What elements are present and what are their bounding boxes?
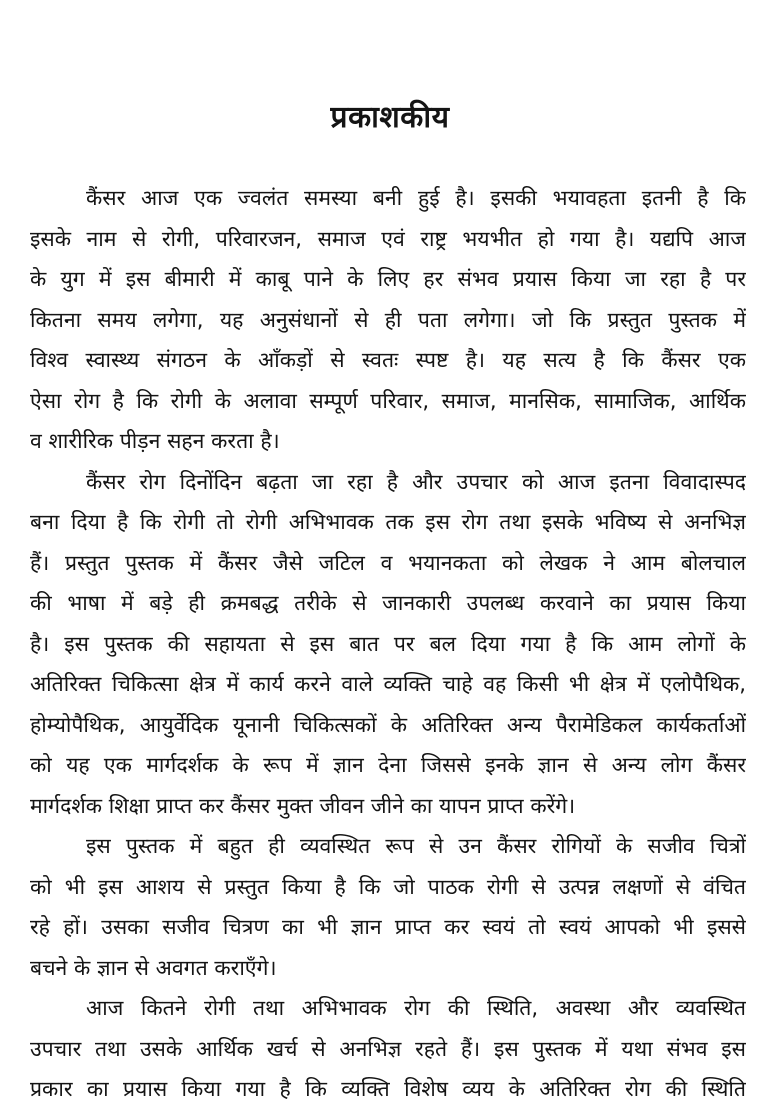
text-line: आज कितने रोगी तथा अभिभावक रोग की स्थिति, अवस्था और व्यवस्थित <box>86 995 746 1020</box>
text-line: इस पुस्तक में बहुत ही व्यवस्थित रूप से उन कैंसर रोगियों के सजीव चित्रों <box>86 833 746 858</box>
text-line: मार्गदर्शक शिक्षा प्राप्त कर कैंसर मुक्त जीवन जीने का यापन प्राप्त करेंगे। <box>30 792 576 818</box>
text-line: बना दिया है कि रोगी तो रोगी अभिभावक तक इस रोग तथा इसके भविष्य से अनभिज्ञ <box>30 509 746 534</box>
text-line: को यह एक मार्गदर्शक के रूप में ज्ञान देना जिससे इनके ज्ञान से अन्य लोग कैंसर <box>30 752 746 777</box>
text-line: ऐसा रोग है कि रोगी के अलावा सम्पूर्ण परिवार, समाज, मानसिक, सामाजिक, आर्थिक <box>30 387 746 413</box>
text-line: है। इस पुस्तक की सहायता से इस बात पर बल दिया गया है कि आम लोगों के <box>30 630 746 656</box>
text-line: के युग में इस बीमारी में काबू पाने के लिए हर संभव प्रयास किया जा रहा है पर <box>30 266 746 291</box>
text-line: उपचार तथा उसके आर्थिक खर्च से अनभिज्ञ रहते हैं। इस पुस्तक में यथा संभव इस <box>30 1035 746 1061</box>
text-line: होम्योपैथिक, आयुर्वेदिक यूनानी चिकित्सकों के अतिरिक्त अन्य पैरामेडिकल कार्यकर्ताओं <box>30 711 746 737</box>
text-line: अतिरिक्त चिकित्सा क्षेत्र में कार्य करने वाले व्यक्ति चाहे वह किसी भी क्षेत्र में एलोपैथिक, <box>30 671 746 696</box>
text-line: व शारीरिक पीड़न सहन करता है। <box>30 428 280 453</box>
body-text <box>30 178 746 1110</box>
text-line: कैंसर रोग दिनोंदिन बढ़ता जा रहा है और उपचार को आज इतना विवादास्पद <box>86 468 746 494</box>
page-title: प्रकाशकीय <box>330 100 450 136</box>
paragraph-4 <box>30 988 746 1110</box>
text-line: कितना समय लगेगा, यह अनुसंधानों से ही पता लगेगा। जो कि प्रस्तुत पुस्तक में <box>30 306 746 332</box>
text-line: हैं। प्रस्तुत पुस्तक में कैंसर जैसे जटिल व भयानकता को लेखक ने आम बोलचाल <box>30 549 746 575</box>
text-line: को भी इस आशय से प्रस्तुत किया है कि जो पाठक रोगी से उत्पन्न लक्षणों से वंचित <box>30 873 746 899</box>
text-line: बचने के ज्ञान से अवगत कराएँगे। <box>30 954 277 980</box>
text-line: इसके नाम से रोगी, परिवारजन, समाज एवं राष्ट्र भयभीत हो गया है। यद्यपि आज <box>30 225 746 251</box>
paragraph-3 <box>30 826 746 988</box>
text-line: कैंसर आज एक ज्वलंत समस्या बनी हुई है। इसकी भयावहता इतनी है कि <box>86 185 746 210</box>
text-line: की भाषा में बड़े ही क्रमबद्ध तरीके से जानकारी उपलब्ध करवाने का प्रयास किया <box>30 590 746 615</box>
paragraph-2 <box>30 462 746 827</box>
text-line: रहे हों। उसका सजीव चित्रण का भी ज्ञान प्राप्त कर स्वयं तो स्वयं आपको भी इससे <box>30 914 746 939</box>
paragraph-1 <box>30 178 746 462</box>
text-line: प्रकार का प्रयास किया गया है कि व्यक्ति विशेष व्यय के अतिरिक्त रोग की स्थिति <box>30 1076 746 1101</box>
text-line: विश्व स्वास्थ्य संगठन के आँकड़ों से स्वतः स्पष्ट है। यह सत्य है कि कैंसर एक <box>30 347 746 372</box>
